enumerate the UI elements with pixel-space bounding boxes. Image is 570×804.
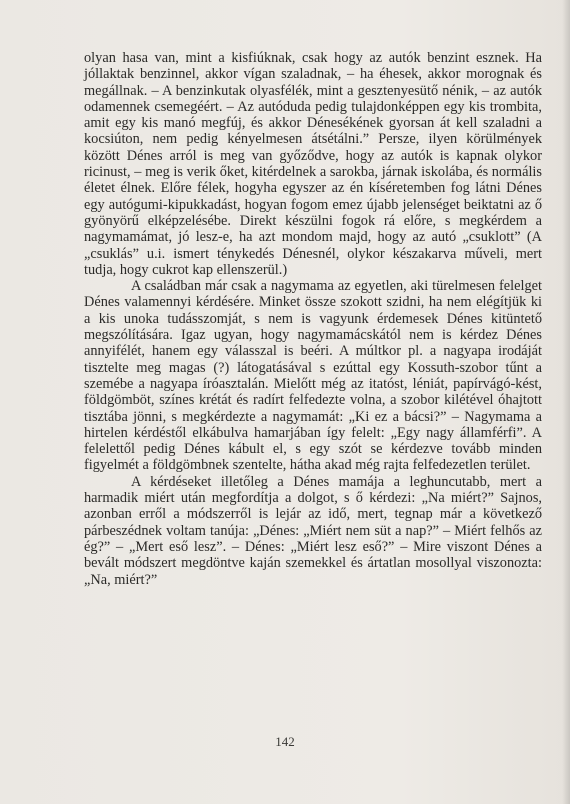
paragraph-1: olyan hasa van, mint a kisfiúknak, csak hogy az autók benzint esznek. Ha jóllaktak benzinnel, akkor vígan szaladnak, – ha éhesek, akkor morognak és megállnak. – A benzinkutak olyasfélék, mint a gesztenyesütő nénik, – az autók odamennek csemegéért. – Az autóduda pedig tulajdonképpen egy kis trombita, amit egy kis manó megfúj, és akkor Dénesékének gyorsan át kell szaladni a kocsiúton, nem pedig kényelmesen átsétálni.” Persze, ilyen körülmények között Dénes arról is meg van győződve, hogy az autók is kapnak olykor ricinust, – meg is verik őket, kitérdelnek a sarokba, járnak iskolába, és normális életet élnek. Előre félek, hogyha egyszer az én kíséretemben fog látni Dénes egy autógumi-kipukkadást, hogyan fogom emez újabb jelenséget beiktatni az ő gyönyörű elképzelésébe. Direkt készülni fogok rá előre, s megkérdem a nagymamámat, jó lesz-e, ha azt mondom majd, hogy az autó „csuklott” (A „csuklás” u.i. ismert ténykedés Dénesnél, olykor készakarva műveli, mert tudja, hogy cukrot kap ellenszerül.) [84, 50, 542, 278]
body-text [84, 50, 542, 588]
page-number: 142 [275, 734, 295, 749]
page-edge-shadow [562, 0, 570, 804]
paragraph-3: A kérdéseket illetőleg a Dénes mamája a leghuncutabb, mert a harmadik miért után megfordítja a dolgot, s ő kérdezi: „Na miért?” Sajnos, azonban erről a módszerről is lejár az idő, mert, tegnap már a következő párbeszédnek voltam tanúja: „Dénes: „Miért nem süt a nap?” – Miért felhős az ég?” – „Mert eső lesz”. – Dénes: „Miért lesz eső?” – Mire viszont Dénes a bevált módszert megdöntve kaján szemekkel és ártatlan mosollyal viszonozta: „Na, miért?” [84, 473, 542, 588]
paragraph-2: A családban már csak a nagymama az egyetlen, aki türelmesen felelget Dénes valamennyi kérdésére. Minket össze szokott szidni, ha nem elégítjük ki a kis unoka tudásszomját, s nem is vagyunk érdemesek Dénes kitüntető megszólítására. Igaz ugyan, hogy nagymamácskától nem is kérdez Dénes annyifélét, hanem egy válasszal is beéri. A múltkor pl. a nagyapa irodáját tisztelte meg magas (?) látogatásával s ezúttal egy Kossuth-szobor tűnt a szemébe a nagyapa íróasztalán. Mielőtt még az itatóst, léniát, papírvágó-kést, földgömböt, színes krétát és radírt felfedezte volna, a szobor kilétével óhajtott tisztába jönni, s megkérdezte a nagymamát: „Ki ez a bácsi?” – Nagymama a hirtelen kérdéstől elkábulva hamarjában így felelt: „Egy nagy államférfi”. A felelettől pedig Dénes kábult el, s egy szót se kérdezve tovább minden figyelmét a földgömbnek szentelte, hátha akad még rajta felfedezetlen terület. [84, 278, 542, 474]
